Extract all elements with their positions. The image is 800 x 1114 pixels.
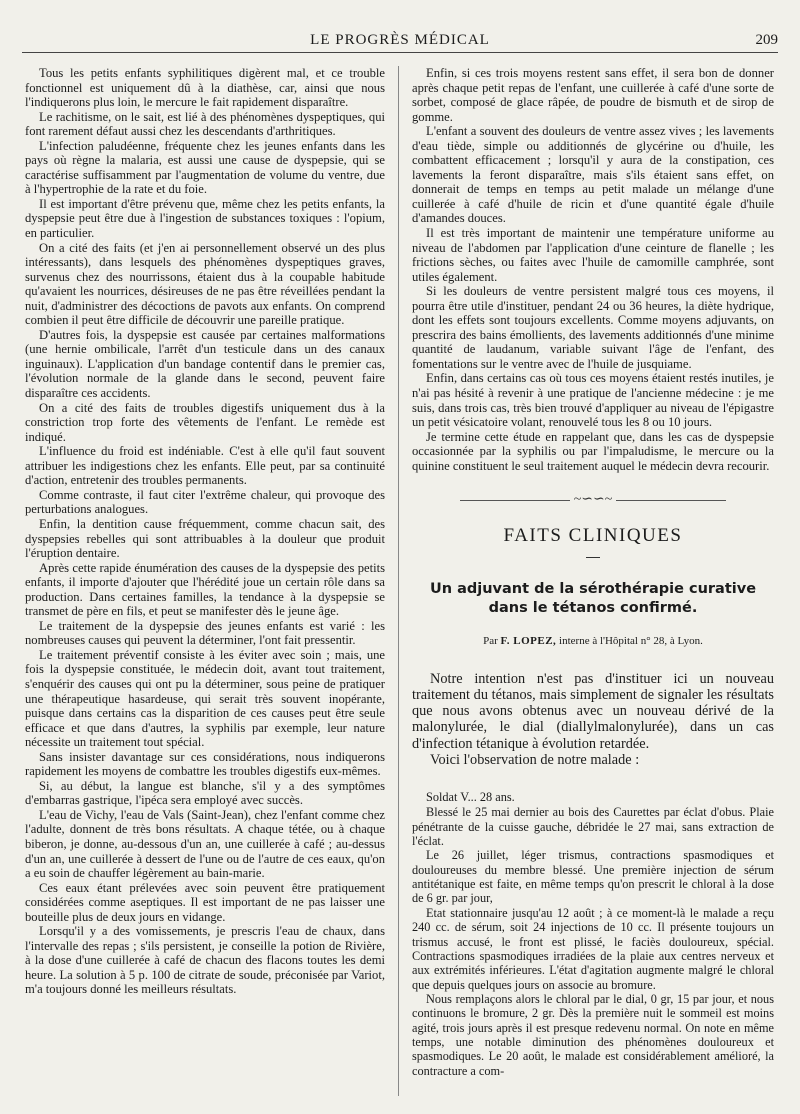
ornament-divider <box>412 493 774 507</box>
paragraph: Il est important d'être prévenu que, même chez les petits enfants, la dyspepsie peut être due à l'ingestion de substances toxiques : l'opium, en particulier. <box>25 196 385 241</box>
paragraph: Si, au début, la langue est blanche, s'il y a des symptômes d'embarras gastrique, l'ipéca sera employé avec succès. <box>25 778 385 808</box>
paragraph: On a cité des faits de troubles digestifs uniquement dus à la constriction trop forte des vêtements de l'enfant. Le remède est indiqué. <box>25 400 385 444</box>
paragraph: Enfin, si ces trois moyens restent sans effet, il sera bon de donner après chaque petit repas de l'enfant, une cuillerée à café d'une sorte de sorbet, composé de glace râpée, de poudre de bismuth et de sirop de gomme. <box>412 66 774 124</box>
ornament-glyph: ~∽∽~ <box>573 492 613 508</box>
paragraph: Après cette rapide énumération des causes de la dyspepsie des petits enfants, il importe d'ajouter que l'hérédité joue un certain rôle dans sa production. Dans certaines familles, la tendance à la dyspepsie se transmet de père en fils, et peut se manifester dès le jeune âge. <box>25 560 385 619</box>
byline-prefix: Par <box>483 635 498 648</box>
paragraph: Comme contraste, il faut citer l'extrême chaleur, qui provoque des perturbations analogues. <box>25 487 385 517</box>
byline <box>412 634 774 649</box>
byline-author: F. LOPEZ, <box>500 635 557 648</box>
case-paragraph: Blessé le 25 mai dernier au bois des Caurettes par éclat d'obus. Plaie pénétrante de la cuisse gauche, débridée le 27 mai, sans extraction de l'éclat. <box>412 805 774 849</box>
left-column <box>25 66 385 997</box>
short-rule <box>586 557 600 558</box>
case-report <box>412 790 774 1078</box>
column-divider <box>398 66 399 1096</box>
paragraph: L'infection paludéenne, fréquente chez les jeunes enfants dans les pays où règne la malaria, est aussi une cause de dyspepsie, qui se caractérise suffisamment par l'augmentation de volume du ventre, due à l'hypertrophie de la rate et du foie. <box>25 138 385 197</box>
right-column <box>412 66 774 1078</box>
case-paragraph: Etat stationnaire jusqu'au 12 août ; à ce moment-là le malade a reçu 240 cc. de sérum, soit 24 injections de 10 cc. Il présente toujours un trismus accusé, le front est plissé, le faciès douloureux, spécial. Contractions spasmodiques irradiées de la plaie aux centres nerveux et aux extrémités inférieures. L'état d'agitation augmente malgré le chloral que depuis quelques jours on associe au bromure. <box>412 905 774 992</box>
paragraph: Le traitement préventif consiste à les éviter avec soin ; mais, une fois la dyspepsie constituée, le médecin doit, avant tout traitement, s'enquérir des causes qui ont pu la déterminer, sous peine de pratiquer une thérapeutique hasardeuse, qui serait très souvent inopérante, puisque dans certains cas la disparition de ces causes peut être seule efficace et que dans d'autres, la syphilis par exemple, leur nature nécessite un traitement tout spécial. <box>25 647 385 750</box>
intro-paragraph: Voici l'observation de notre malade : <box>430 751 640 768</box>
paragraph: Enfin, la dentition cause fréquemment, comme chacun sait, des dyspepsies rebelles qui sont attribuables à la douleur que produit l'éruption dentaire. <box>25 516 385 561</box>
section-heading: FAITS CLINIQUES <box>503 525 683 547</box>
article-title: Un adjuvant de la sérothérapie curative dans le tétanos confirmé. <box>429 581 757 617</box>
paragraph: Tous les petits enfants syphilitiques digèrent mal, et ce trouble fonctionnel est uniquement dû à la diathèse, car, ainsi que nous l'indiquerons plus loin, le mercure le fait rapidement disparaître. <box>25 66 385 110</box>
paragraph: L'eau de Vichy, l'eau de Vals (Saint-Jean), chez l'enfant comme chez l'adulte, donnent de très bons résultats. A chaque tétée, ou à chaque biberon, je donne, au-dessous d'un an, une cuillerée à café ; au-dessus d'un an, une cuillerée à dessert de l'une ou de l'autre de ces eaux, qu'on a eu soin de chauffer légèrement au bain-marie. <box>25 807 385 881</box>
case-paragraph: Nous remplaçons alors le chloral par le dial, 0 gr, 15 par jour, et nous continuons le bromure, 2 gr. Dès la première nuit le sommeil est moins agité, trois jours après il est presque redevenu normal. On note en même temps, une notable diminution des phénomènes douloureux et spasmodiques. Le 20 août, le malade est considérablement amélioré, la contracture a com- <box>412 991 774 1078</box>
case-paragraph: Le 26 juillet, léger trismus, contractions spasmodiques et douloureuses du membre blessé. Une première injection de sérum antitétanique est faite, en même temps qu'on prescrit le chloral à la dose de 6 gr. par jour, <box>412 848 774 906</box>
paragraph: Je termine cette étude en rappelant que, dans les cas de dyspepsie occasionnée par la syphilis ou par l'impaludisme, le mercure ou la quinine constituent le seul traitement auquel le médecin devra recourir. <box>412 429 774 473</box>
page-number: 209 <box>755 32 778 48</box>
byline-affiliation: interne à l'Hôpital n° 28, à Lyon. <box>559 635 703 648</box>
case-title: Soldat V... 28 ans. <box>426 790 515 805</box>
paragraph: Enfin, dans certains cas où tous ces moyens étaient restés inutiles, je n'ai pas hésité à revenir à une pratique de l'ancienne médecine : je me suis, dans trois cas, très bien trouvé d'appliquer au niveau de l'épigastre un petit vésicatoire volant, renouvelé tous les 8 ou 10 jours. <box>412 371 774 430</box>
paragraph: Si les douleurs de ventre persistent malgré tous ces moyens, il pourra être utile d'instituer, pendant 24 ou 36 heures, la diète hydrique, dont les effets sont toujours excellents. Comme moyens adjuvants, on prescrira des bains émollients, des lavements additionnés d'une minime quantité de laudanum, variable suivant l'âge de l'enfant, des fomentations sur le ventre avec de l'huile de jusquiame. <box>412 284 774 371</box>
paragraph: Ces eaux étant prélevées avec soin peuvent être pratiquement considérées comme aseptiques. Il est important de ne pas laisser une bouteille plus de deux jours en vidange. <box>25 880 385 924</box>
intro-paragraph: Notre intention n'est pas d'instituer ici un nouveau traitement du tétanos, mais simplement de signaler les résultats que nous avons obtenus avec un nouveau dérivé de la malonylurée, le dial (diallylmalonylurée), dans un cas d'infection tétanique à évolution retardée. <box>412 670 774 752</box>
running-title: LE PROGRÈS MÉDICAL <box>310 32 490 48</box>
page-header <box>22 28 778 53</box>
paragraph: D'autres fois, la dyspepsie est causée par certaines malformations (une hernie ombilicale, l'arrêt d'un testicule dans un des canaux inguinaux). L'application d'un bandage contentif dans le premier cas, l'évolution normale de la glande dans le second, peuvent faire disparaître ces accidents. <box>25 327 385 401</box>
paragraph: Sans insister davantage sur ces considérations, nous indiquerons rapidement les moyens de combattre les troubles digestifs eux-mêmes. <box>25 749 385 779</box>
paragraph: L'enfant a souvent des douleurs de ventre assez vives ; les lavements d'eau tiède, simple ou additionnés de glycérine ou d'huile, les combattent efficacement ; lorsqu'il y aura de la constipation, ces lavements la feront disparaître, mais s'ils étaient sans effet, on donnerait de temps en temps au petit malade un mélange d'une cuillerée à café d'huile de ricin et d'une quantité égale d'huile d'amandes douces. <box>412 124 774 226</box>
paragraph: On a cité des faits (et j'en ai personnellement observé un des plus intéressants), dans lesquels des phénomènes dyspeptiques graves, survenus chez des nourrissons, étaient dus à la coupable habitude qu'avaient les nourrices, désireuses de ne pas être réveillées pendant la nuit, d'administrer des décoctions de pavots aux enfants. On comprend combien il peut être difficile de découvrir une pareille pratique. <box>25 240 385 328</box>
paragraph: Le traitement de la dyspepsie des jeunes enfants est varié : les nombreuses causes qui peuvent la déterminer, l'ont fait pressentir. <box>25 618 385 648</box>
paragraph: Lorsqu'il y a des vomissements, je prescris l'eau de chaux, dans l'intervalle des repas ; s'ils persistent, je conseille la potion de Rivière, à la dose d'une cuillerée à café de chacun des flacons toutes les demi heure. La solution à 5 p. 100 de citrate de soude, préconisée par Variot, m'a toujours donné les meilleurs résultats. <box>25 924 385 997</box>
paragraph: L'influence du froid est indéniable. C'est à elle qu'il faut souvent attribuer les indigestions chez les enfants. Elle peut, par sa continuité d'action, entretenir des troubles permanents. <box>25 444 385 488</box>
article-intro <box>412 671 774 768</box>
paragraph: Le rachitisme, on le sait, est lié à des phénomènes dyspeptiques, qui font rarement défaut aussi chez les descendants d'arthritiques. <box>25 109 385 139</box>
paragraph: Il est très important de maintenir une température uniforme au niveau de l'abdomen par l'application d'une ceinture de flanelle ; les frictions sèches, ou faites avec l'huile de camomille camphrée, sont utiles également. <box>412 226 774 284</box>
